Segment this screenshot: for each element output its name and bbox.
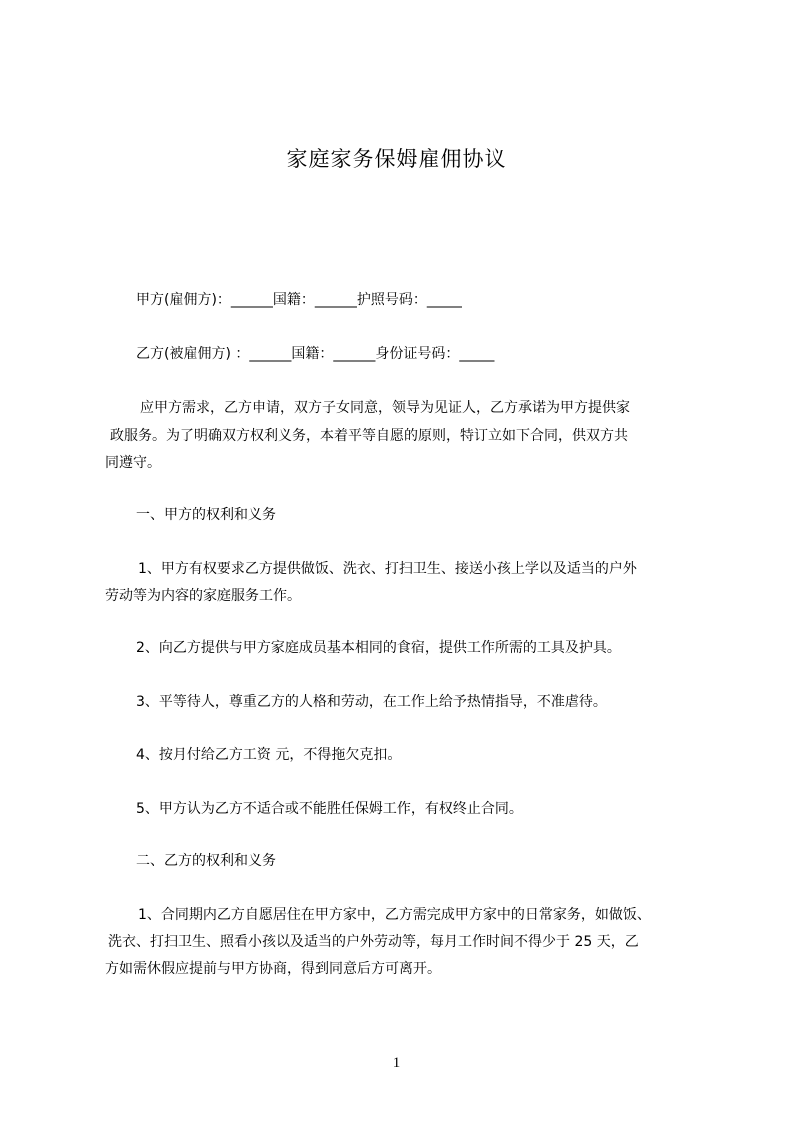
preamble-line-3: 同遵守。 xyxy=(105,455,161,471)
section-1-item-4: 4、按月付给乙方工资 元，不得拖欠克扣。 xyxy=(136,747,402,763)
section-1-item-1-line-1: 1、甲方有权要求乙方提供做饭、洗衣、打扫卫生、接送小孩上学以及适当的户外 xyxy=(138,561,637,577)
section-1-item-2: 2、向乙方提供与甲方家庭成员基本相同的食宿，提供工作所需的工具及护具。 xyxy=(136,640,621,656)
party-b-info: 乙方(被雇佣方) ：______国籍：______身份证号码：_____ xyxy=(136,346,495,362)
party-a-info: 甲方(雇佣方)：______国籍：______护照号码：_____ xyxy=(136,292,462,308)
section-1-item-5: 5、甲方认为乙方不适合或不能胜任保姆工作，有权终止合同。 xyxy=(136,801,523,817)
section-1-item-3: 3、平等待人，尊重乙方的人格和劳动，在工作上给予热情指导，不准虐待。 xyxy=(136,694,607,710)
preamble-line-2: 政服务。为了明确双方权利义务，本着平等自愿的原则，特订立如下合同，供双方共 xyxy=(110,428,628,444)
section-2-item-1-line-2: 洗衣、打扫卫生、照看小孩以及适当的户外劳动等，每月工作时间不得少于 25 天，乙 xyxy=(108,934,639,950)
section-1-heading: 一、甲方的权利和义务 xyxy=(136,507,276,523)
section-2-item-1-line-1: 1、合同期内乙方自愿居住在甲方家中，乙方需完成甲方家中的日常家务，如做饭、 xyxy=(138,907,651,923)
document-title: 家庭家务保姆雇佣协议 xyxy=(286,147,507,171)
section-2-heading: 二、乙方的权利和义务 xyxy=(136,853,276,869)
preamble-line-1: 应甲方需求，乙方申请，双方子女同意，领导为见证人，乙方承诺为甲方提供家 xyxy=(140,400,630,416)
section-2-item-1-line-3: 方如需休假应提前与甲方协商，得到同意后方可离开。 xyxy=(105,961,441,977)
page-number: 1 xyxy=(392,1055,401,1071)
section-1-item-1-line-2: 劳动等为内容的家庭服务工作。 xyxy=(105,588,301,604)
